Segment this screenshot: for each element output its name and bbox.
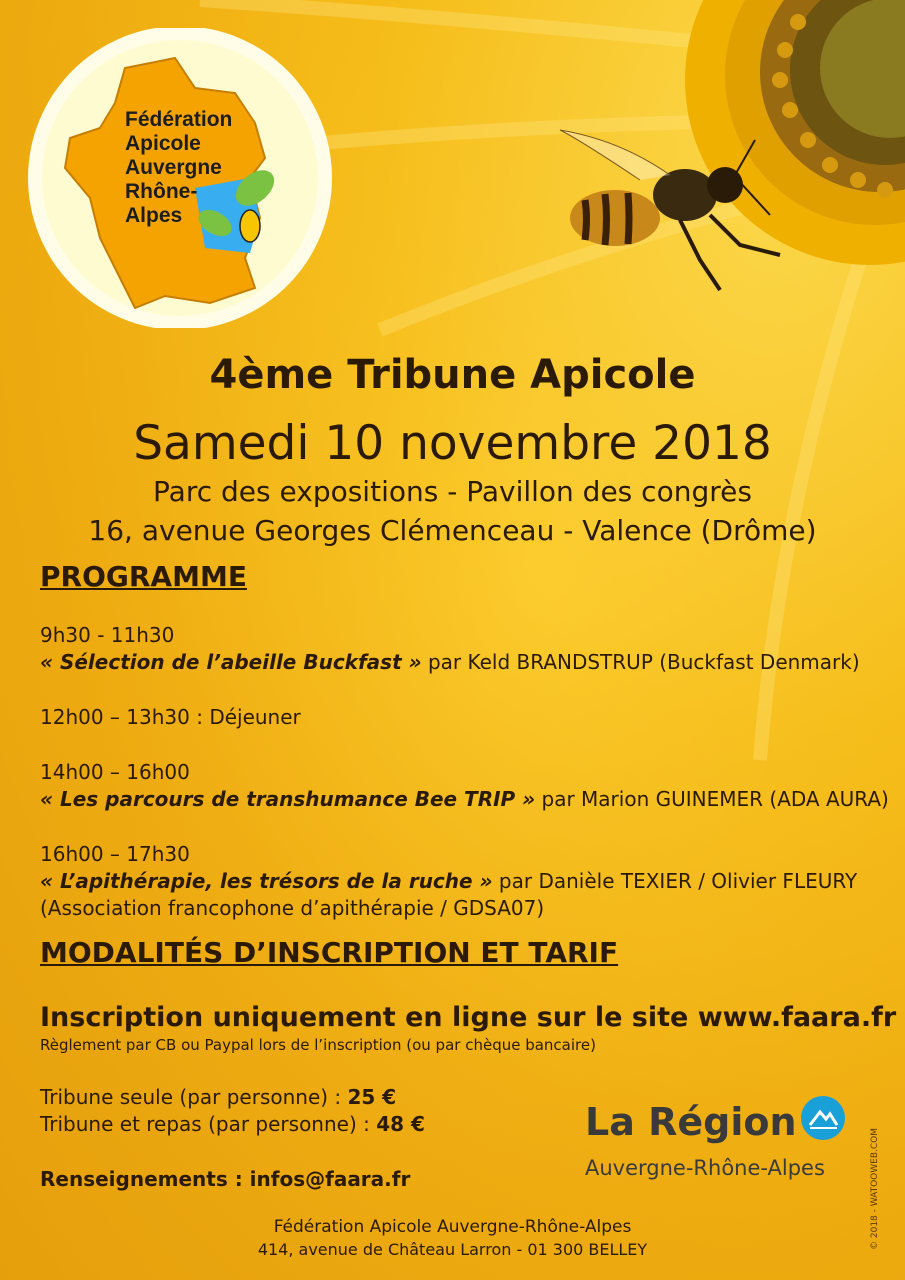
logo-line: Rhône- bbox=[125, 180, 198, 203]
footer-organization: Fédération Apicole Auvergne-Rhône-Alpes bbox=[273, 1217, 632, 1237]
programme-speaker: par Keld BRANDSTRUP (Buckfast Denmark) bbox=[421, 650, 860, 674]
price-value: 48 € bbox=[376, 1112, 425, 1136]
inscription-text: Inscription uniquement en ligne sur le site www.faara.fr bbox=[40, 1002, 897, 1033]
price-tribune: Tribune seule (par personne) : 25 € bbox=[40, 1085, 397, 1109]
sunflower-bee-image bbox=[540, 0, 905, 330]
logo-text bbox=[125, 108, 232, 228]
price-value: 25 € bbox=[347, 1085, 397, 1109]
footer-address: 414, avenue de Château Larron - 01 300 BELLEY bbox=[257, 1240, 648, 1259]
programme-talk: « Sélection de l’abeille Buckfast » bbox=[40, 650, 422, 674]
programme-heading: PROGRAMME bbox=[40, 560, 247, 593]
payment-info: Règlement par CB ou Paypal lors de l’inscription (ou par chèque bancaire) bbox=[40, 1036, 596, 1054]
programme-speaker: par Danièle TEXIER / Olivier FLEURY bbox=[492, 869, 858, 893]
contact-info[interactable]: Renseignements : infos@faara.fr bbox=[40, 1167, 411, 1191]
event-venue: Parc des expositions - Pavillon des congrès bbox=[153, 475, 752, 508]
programme-time: 14h00 – 16h00 bbox=[40, 760, 190, 784]
programme-item bbox=[40, 704, 301, 731]
region-subtitle: Auvergne-Rhône-Alpes bbox=[585, 1156, 825, 1180]
modalites-heading: MODALITÉS D’INSCRIPTION ET TARIF bbox=[40, 936, 619, 969]
programme-item bbox=[40, 622, 860, 676]
logo-line: Alpes bbox=[125, 204, 183, 227]
region-logo-icon bbox=[800, 1095, 846, 1141]
programme-time: 12h00 – 13h30 : Déjeuner bbox=[40, 705, 301, 729]
programme-time: 16h00 – 17h30 bbox=[40, 842, 190, 866]
copyright: © 2018 - WATOOWEB.COM bbox=[870, 1127, 880, 1250]
programme-affiliation: (Association francophone d’apithérapie / GDSA07) bbox=[40, 896, 545, 920]
programme-item bbox=[40, 759, 889, 813]
region-name: La Région bbox=[585, 1100, 797, 1144]
logo-line: Auvergne bbox=[125, 156, 222, 179]
price-tribune-repas: Tribune et repas (par personne) : 48 € bbox=[40, 1112, 425, 1136]
event-title: 4ème Tribune Apicole bbox=[209, 352, 696, 398]
programme-item bbox=[40, 841, 857, 922]
event-date: Samedi 10 novembre 2018 bbox=[133, 416, 772, 471]
programme-speaker: par Marion GUINEMER (ADA AURA) bbox=[535, 787, 889, 811]
logo-line: Fédération bbox=[125, 108, 233, 131]
event-address: 16, avenue Georges Clémenceau - Valence (Drôme) bbox=[88, 514, 817, 547]
programme-talk: « Les parcours de transhumance Bee TRIP » bbox=[40, 787, 536, 811]
logo-line: Apicole bbox=[125, 132, 201, 155]
website-link[interactable]: www.faara.fr bbox=[697, 1002, 897, 1033]
programme-time: 9h30 - 11h30 bbox=[40, 623, 175, 647]
programme-talk: « L’apithérapie, les trésors de la ruche » bbox=[40, 869, 493, 893]
